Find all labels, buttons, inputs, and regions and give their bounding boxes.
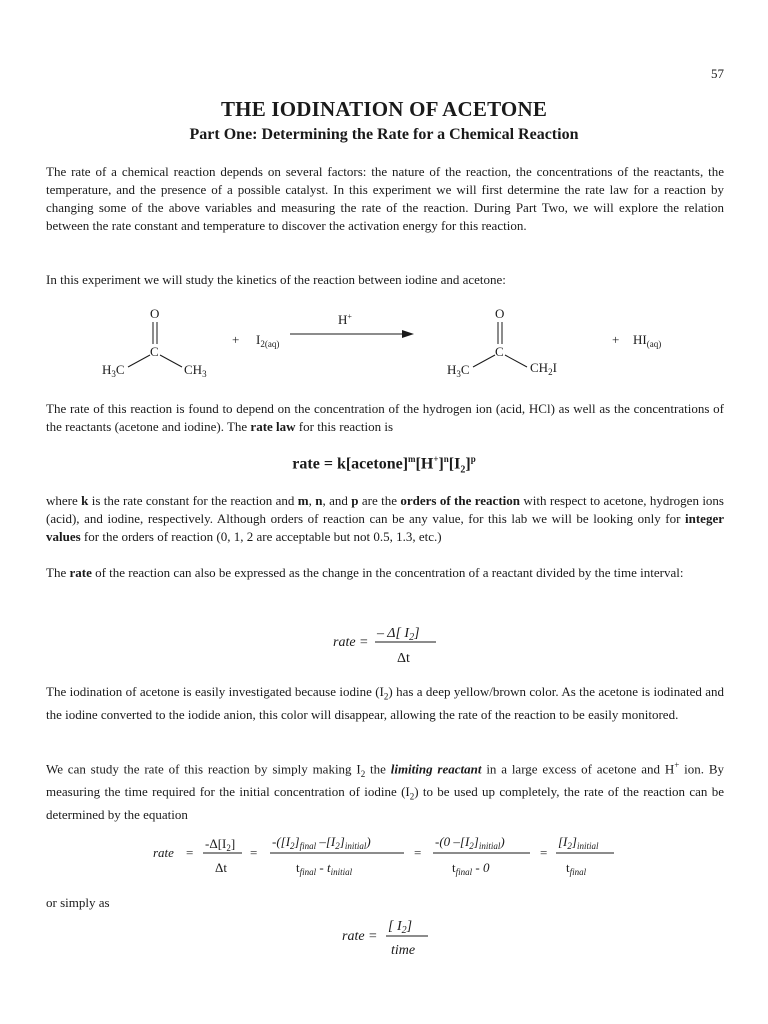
product-ch2i: CH [530, 360, 549, 375]
svg-text:CH2I [530, 360, 557, 377]
rate-equation-1 [0, 615, 768, 671]
iodination-paragraph: The iodination of acetone is easily investigated because iodine $(I_2)$ has a deep yellow/brown color. As the acetone is iodinated and the iodine converted to the iodide anion, this color will disappear, allowing the rate of the reaction to be easily monitored. [46, 684, 724, 722]
svg-text:tfinal - tinitial: $t_{final} - t_{initial}$ [296, 860, 353, 877]
rate-expression-paragraph: The rate of the reaction can also be expressed as the change in the concentration of a reactant divided by the time interval: [46, 565, 684, 580]
svg-text:H3C [102, 362, 125, 379]
svg-text:[ I2]: [ $I_2$] [388, 919, 413, 936]
acetone-h3c-sub: 3 [111, 369, 116, 379]
svg-text:time: time [391, 943, 416, 958]
orders-term: orders of the reaction [400, 493, 520, 508]
intro-paragraph: The rate of a chemical reaction depends on several factors: the nature of the reaction, the concentrations of the reactants, the temperature, and the presence of a possible catalyst. In this experiment we will first determine the rate law for a reaction by changing some of the above variables and measuring the rate of the reaction. During Part Two, we will explore the relation between the rate constant and temperature to discover the activation energy for this reaction. [46, 164, 724, 233]
rate-equation-3 [0, 910, 768, 966]
product-oxygen: O [495, 306, 505, 321]
rate-law-term: rate law [250, 419, 296, 434]
acetone-h3c-c: C [115, 362, 125, 377]
svg-text:tfinal - 0: $t_{final} - 0$ [452, 860, 490, 877]
product-ch2i-sub: 2 [548, 367, 553, 377]
product-ch2i-i: I [552, 360, 557, 375]
iodine-label: I [256, 332, 261, 347]
svg-text:=: = [250, 845, 258, 860]
acetone-oxygen: O [150, 306, 160, 321]
catalyst-plus: + [347, 312, 352, 321]
svg-text:=: = [540, 845, 548, 860]
plus-sign-1: + [232, 332, 240, 347]
product-h3c-h: H [447, 362, 457, 377]
page-title: THE IODINATION OF ACETONE [220, 97, 548, 121]
limiting-reactant-term: limiting reactant [390, 761, 482, 777]
svg-text:I2(aq) [256, 332, 279, 349]
acetone-ch3: CH [184, 362, 203, 377]
svg-text:rate =: rate = [333, 635, 369, 650]
acetone-carbon: C [150, 344, 159, 359]
page-subtitle: Part One: Determining the Rate for a Chemical Reaction [189, 126, 579, 143]
svg-text:-Δ[I2]: $-\Delta[I_2]$ [205, 836, 236, 853]
svg-text:rate: rate [153, 845, 174, 860]
reaction-intro-paragraph: In this experiment we will study the kinetics of the reaction between iodine and acetone: [46, 272, 506, 287]
hi-sub: (aq) [646, 339, 662, 349]
svg-text:-(0 –[I2]initial): -(0 $-[I_2]_{initial}$) [435, 834, 505, 851]
product-h3c-c: C [460, 362, 470, 377]
limiting-reactant-paragraph: We can study the rate of this reaction by simply making $I_2$ the limiting reactant in a large excess of acetone and H+ ion. By measuring the time required for the initial concentration of iodine $(I_2)$ to be used up completely, the rate of the reaction can be determined by the equation [46, 760, 725, 822]
page-number: 57 [711, 66, 724, 81]
svg-text:tfinal: $t_{final}$ [566, 860, 587, 877]
acetone-ch3-sub: 3 [202, 369, 207, 379]
catalyst-h: H [338, 312, 348, 327]
rate-law-paragraph: The rate of this reaction is found to depend on the concentration of the hydrogen ion (acid, HCl) as well as the concentrations of the reactants (acetone and iodine). The rate law for this reaction is [46, 401, 724, 434]
orders-paragraph: where k is the rate constant for the reaction and m, n, and p are the orders of the reaction with respect to acetone, hydrogen ions (acid), and iodine, respectively. Although orders of reaction can be any value, for this lab we will be looking only for integer values for the orders of reaction (0, 1, 2 are acceptable but not 0.5, 1.3, etc.) [46, 493, 724, 544]
product-h3c-sub: 3 [456, 369, 461, 379]
svg-text:H+ [338, 312, 352, 327]
integer-values-term: integer values [46, 511, 724, 544]
svg-text:CH3 [184, 362, 207, 379]
plus-sign-2: + [612, 332, 620, 347]
svg-text:=: = [414, 845, 422, 860]
svg-text:Δt: Δt [215, 860, 227, 875]
rate-equation-2 [0, 826, 768, 882]
iodine-sub: 2(aq) [260, 339, 280, 349]
svg-text:H3C [447, 362, 470, 379]
svg-text:=: = [186, 845, 194, 860]
hi-label: HI [633, 332, 647, 347]
svg-text:[I2]initial: $[I_2]_{initial}$ [558, 834, 599, 851]
simply-as-text: or simply as [46, 895, 110, 910]
svg-text:-([I2]final –[I2]initial): $-([I_2]_{final}$ $-[I_2]_{initial}$) [272, 834, 371, 851]
svg-text:– Δ[ I2]: – Δ[ $I_2$] [377, 626, 420, 643]
rate-law-equation: rate = $k[acetone]^m[H^+]^n[I_2]^p$ [292, 454, 476, 476]
product-carbon: C [495, 344, 504, 359]
svg-text:HI(aq) [633, 332, 661, 349]
svg-text:rate =: rate = [342, 929, 378, 944]
acetone-h3c-h: H [102, 362, 112, 377]
svg-text:Δt: Δt [397, 651, 410, 666]
reaction-scheme [0, 300, 768, 390]
